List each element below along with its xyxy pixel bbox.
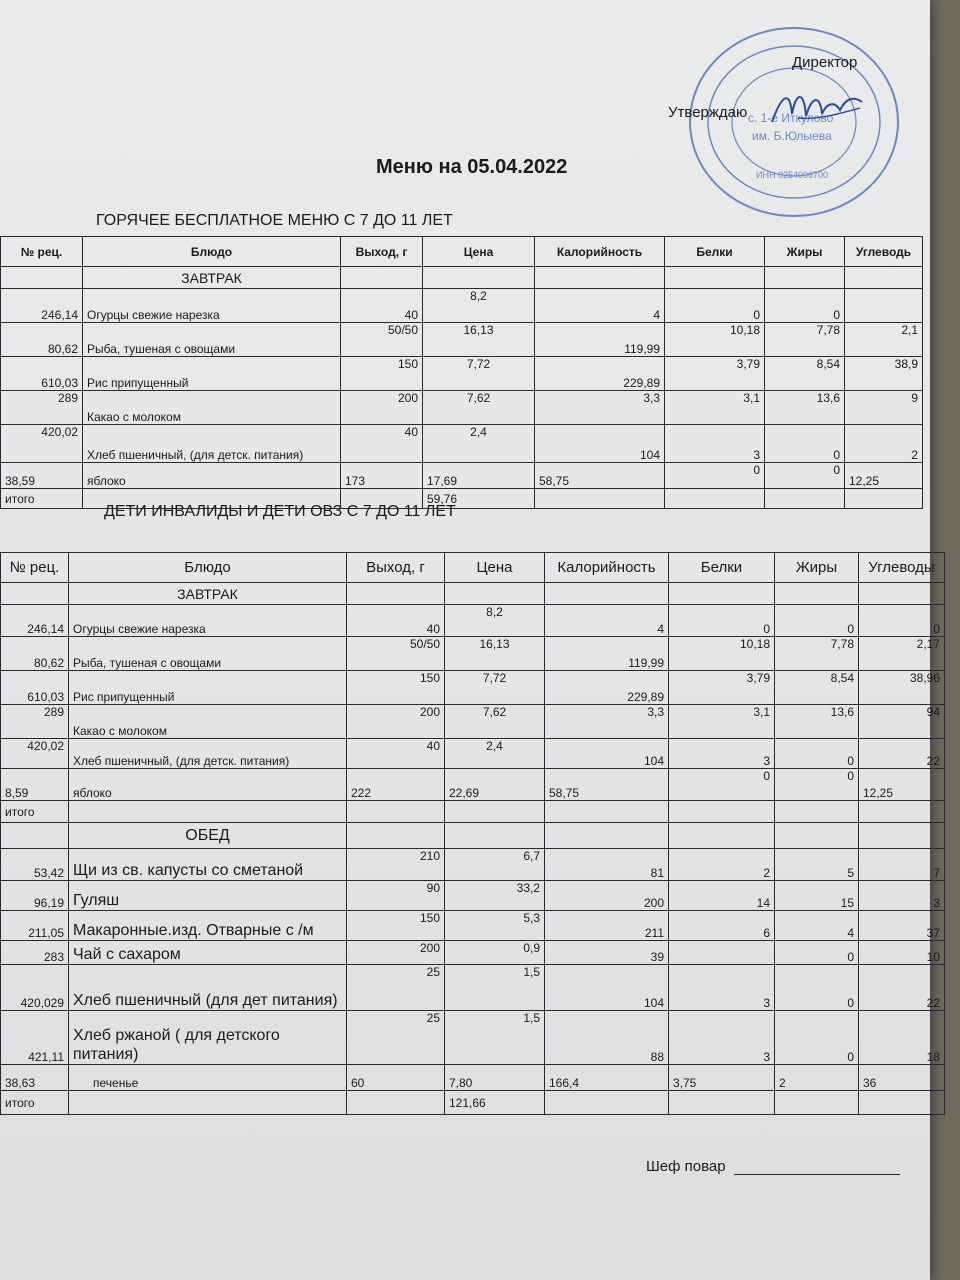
prot-cell: 14 (669, 881, 775, 911)
carb-cell: 38,96 (859, 671, 945, 705)
carb-cell: 12,25 (859, 769, 945, 801)
meal-row (1, 823, 945, 849)
cal-cell: 81 (545, 849, 669, 881)
prot-cell: 0 (669, 769, 775, 801)
section1-table (0, 236, 923, 509)
col-header-yield: Выход, г (347, 553, 445, 583)
price-cell: 6,7 (445, 849, 545, 881)
table-row (1, 1011, 945, 1065)
table-row (1, 705, 945, 739)
price-cell: 16,13 (423, 323, 535, 357)
meal-label: ЗАВТРАК (83, 267, 341, 289)
fat-cell: 8,54 (765, 357, 845, 391)
yield-cell: 200 (347, 941, 445, 965)
fat-cell: 0 (775, 941, 859, 965)
rec-cell: 38,63 (1, 1065, 69, 1091)
dish-cell: Чай с сахаром (69, 941, 347, 965)
prot-cell: 10,18 (669, 637, 775, 671)
stamp-line-1: с. 1-е Иткулово (748, 111, 834, 125)
cal-cell: 200 (545, 881, 669, 911)
total-label: итого (1, 489, 83, 509)
dish-cell: Рис припущенный (83, 357, 341, 391)
price-cell: 8,2 (445, 605, 545, 637)
fat-cell: 2 (775, 1065, 859, 1091)
carb-cell: 2 (845, 425, 923, 463)
prot-cell: 3,75 (669, 1065, 775, 1091)
table-row (1, 671, 945, 705)
table-row (1, 357, 923, 391)
stamp-line-3: ИНН 0254006700 (756, 170, 829, 180)
fat-cell: 8,54 (775, 671, 859, 705)
cal-cell: 104 (545, 739, 669, 769)
price-cell: 0,9 (445, 941, 545, 965)
fat-cell: 15 (775, 881, 859, 911)
rec-cell: 421,11 (1, 1011, 69, 1065)
yield-cell: 25 (347, 1011, 445, 1065)
cal-cell: 229,89 (545, 671, 669, 705)
yield-cell: 50/50 (341, 323, 423, 357)
dish-cell: Щи из св. капусты со сметаной (69, 849, 347, 881)
col-header-dish: Блюдо (69, 553, 347, 583)
rec-cell: 289 (1, 391, 83, 425)
price-cell: 1,5 (445, 965, 545, 1011)
yield-cell: 40 (341, 289, 423, 323)
cal-cell: 119,99 (535, 323, 665, 357)
yield-cell: 150 (341, 357, 423, 391)
dish-cell: Огурцы свежие нарезка (83, 289, 341, 323)
carb-cell: 7 (859, 849, 945, 881)
carb-cell: 0 (859, 605, 945, 637)
table-row (1, 323, 923, 357)
rec-cell: 53,42 (1, 849, 69, 881)
price-cell: 8,2 (423, 289, 535, 323)
price-cell: 22,69 (445, 769, 545, 801)
fat-cell: 0 (775, 605, 859, 637)
fat-cell: 5 (775, 849, 859, 881)
prot-cell: 3,1 (669, 705, 775, 739)
table-row (1, 769, 945, 801)
meal-row (1, 583, 945, 605)
chef-label: Шеф повар (646, 1158, 726, 1175)
col-header-prot: Белки (669, 553, 775, 583)
yield-cell: 222 (347, 769, 445, 801)
carb-cell: 94 (859, 705, 945, 739)
rec-cell: 610,03 (1, 671, 69, 705)
fat-cell: 0 (775, 769, 859, 801)
fat-cell: 0 (775, 739, 859, 769)
table-row (1, 463, 923, 489)
carb-cell: 37 (859, 911, 945, 941)
table-row (1, 425, 923, 463)
section1-heading: ГОРЯЧЕЕ БЕСПЛАТНОЕ МЕНЮ С 7 ДО 11 ЛЕТ (96, 212, 453, 229)
col-header-fat: Жиры (775, 553, 859, 583)
stamp-line-2: им. Б.Юлыева (752, 129, 832, 143)
prot-cell: 0 (665, 289, 765, 323)
prot-cell: 3,1 (665, 391, 765, 425)
cal-cell: 104 (545, 965, 669, 1011)
table-row (1, 391, 923, 425)
cal-cell: 119,99 (545, 637, 669, 671)
prot-cell (669, 941, 775, 965)
rec-cell: 96,19 (1, 881, 69, 911)
col-header-fat: Жиры (765, 237, 845, 267)
fat-cell: 7,78 (775, 637, 859, 671)
yield-cell: 150 (347, 671, 445, 705)
col-header-price: Цена (445, 553, 545, 583)
rec-cell: 246,14 (1, 605, 69, 637)
price-cell: 2,4 (423, 425, 535, 463)
carb-cell: 3 (859, 881, 945, 911)
price-cell: 17,69 (423, 463, 535, 489)
cal-cell: 58,75 (535, 463, 665, 489)
rec-cell: 246,14 (1, 289, 83, 323)
carb-cell (845, 289, 923, 323)
table-row (1, 739, 945, 769)
cal-cell: 4 (545, 605, 669, 637)
dish-cell: Хлеб пшеничный, (для детск. питания) (83, 425, 341, 463)
yield-cell: 60 (347, 1065, 445, 1091)
dish-cell: Рис припущенный (69, 671, 347, 705)
rec-cell: 420,029 (1, 965, 69, 1011)
dish-cell: Макаронные.изд. Отварные с /м (69, 911, 347, 941)
rec-cell: 283 (1, 941, 69, 965)
rec-cell: 38,59 (1, 463, 83, 489)
price-cell: 16,13 (445, 637, 545, 671)
col-header-dish: Блюдо (83, 237, 341, 267)
col-header-carb: Углеводь (845, 237, 923, 267)
yield-cell: 200 (341, 391, 423, 425)
table-row (1, 849, 945, 881)
total-label: итого (1, 801, 69, 823)
section1-header-row (1, 237, 923, 267)
chef-signature-line (734, 1174, 900, 1175)
fat-cell: 0 (775, 1011, 859, 1065)
section2-table (0, 552, 945, 1115)
yield-cell: 150 (347, 911, 445, 941)
price-cell: 7,72 (445, 671, 545, 705)
dish-cell: Хлеб пшеничный, (для детск. питания) (69, 739, 347, 769)
section2-header-row (1, 553, 945, 583)
meal-row (1, 267, 923, 289)
yield-cell: 50/50 (347, 637, 445, 671)
dish-cell: яблоко (69, 769, 347, 801)
dish-cell: яблоко (83, 463, 341, 489)
dish-cell: Гуляш (69, 881, 347, 911)
approve-label: Утверждаю (668, 104, 748, 121)
price-cell: 7,62 (445, 705, 545, 739)
carb-cell: 12,25 (845, 463, 923, 489)
carb-cell: 22 (859, 965, 945, 1011)
prot-cell: 3,79 (669, 671, 775, 705)
rec-cell: 289 (1, 705, 69, 739)
dish-cell: Какао с молоком (69, 705, 347, 739)
table-row (1, 605, 945, 637)
dish-cell: Какао с молоком (83, 391, 341, 425)
price-cell: 5,3 (445, 911, 545, 941)
dish-cell: Рыба, тушеная с овощами (69, 637, 347, 671)
cal-cell: 211 (545, 911, 669, 941)
price-cell: 33,2 (445, 881, 545, 911)
yield-cell: 40 (341, 425, 423, 463)
prot-cell: 3 (669, 965, 775, 1011)
price-cell: 1,5 (445, 1011, 545, 1065)
fat-cell: 0 (765, 463, 845, 489)
cal-cell: 104 (535, 425, 665, 463)
dish-cell: Рыба, тушеная с овощами (83, 323, 341, 357)
table-row (1, 881, 945, 911)
carb-cell: 36 (859, 1065, 945, 1091)
fat-cell: 7,78 (765, 323, 845, 357)
rec-cell: 8,59 (1, 769, 69, 801)
director-label: Директор (792, 54, 858, 71)
section2-heading: ДЕТИ ИНВАЛИДЫ И ДЕТИ ОВЗ С 7 ДО 11 ЛЕТ (104, 503, 456, 520)
prot-cell: 3 (665, 425, 765, 463)
dish-cell: Хлеб пшеничный (для дет питания) (69, 965, 347, 1011)
carb-cell: 38,9 (845, 357, 923, 391)
carb-cell: 9 (845, 391, 923, 425)
yield-cell: 40 (347, 605, 445, 637)
col-header-cal: Калорийность (535, 237, 665, 267)
yield-cell: 40 (347, 739, 445, 769)
carb-cell: 10 (859, 941, 945, 965)
carb-cell: 22 (859, 739, 945, 769)
prot-cell: 6 (669, 911, 775, 941)
cal-cell: 3,3 (545, 705, 669, 739)
dish-cell: Хлеб ржаной ( для детского питания) (69, 1011, 347, 1065)
yield-cell: 173 (341, 463, 423, 489)
total-label: итого (1, 1091, 69, 1115)
meal-label: ЗАВТРАК (69, 583, 347, 605)
fat-cell: 13,6 (775, 705, 859, 739)
total-price: 121,66 (445, 1091, 545, 1115)
price-cell: 2,4 (445, 739, 545, 769)
prot-cell: 3,79 (665, 357, 765, 391)
table-row (1, 965, 945, 1011)
prot-cell: 10,18 (665, 323, 765, 357)
fat-cell: 4 (775, 911, 859, 941)
col-header-rec: № рец. (1, 553, 69, 583)
table-row (1, 289, 923, 323)
total-price: 59,76 (423, 489, 535, 509)
rec-cell: 610,03 (1, 357, 83, 391)
price-cell: 7,80 (445, 1065, 545, 1091)
prot-cell: 0 (665, 463, 765, 489)
rec-cell: 420,02 (1, 739, 69, 769)
carb-cell: 18 (859, 1011, 945, 1065)
prot-cell: 2 (669, 849, 775, 881)
yield-cell: 25 (347, 965, 445, 1011)
cal-cell: 39 (545, 941, 669, 965)
rec-cell: 211,05 (1, 911, 69, 941)
table-row (1, 637, 945, 671)
table-row (1, 941, 945, 965)
dish-cell: печенье (69, 1065, 347, 1091)
cal-cell: 88 (545, 1011, 669, 1065)
rec-cell: 80,62 (1, 637, 69, 671)
cal-cell: 166,4 (545, 1065, 669, 1091)
col-header-cal: Калорийность (545, 553, 669, 583)
meal-label: ОБЕД (69, 823, 347, 849)
cal-cell: 58,75 (545, 769, 669, 801)
signature-icon (768, 84, 864, 128)
table-row (1, 911, 945, 941)
total-row (1, 1091, 945, 1115)
carb-cell: 2,17 (859, 637, 945, 671)
carb-cell: 2,1 (845, 323, 923, 357)
page-title: Меню на 05.04.2022 (376, 156, 568, 178)
prot-cell: 3 (669, 739, 775, 769)
col-header-rec: № рец. (1, 237, 83, 267)
fat-cell: 0 (765, 289, 845, 323)
col-header-yield: Выход, г (341, 237, 423, 267)
total-row (1, 801, 945, 823)
yield-cell: 90 (347, 881, 445, 911)
col-header-price: Цена (423, 237, 535, 267)
fat-cell: 13,6 (765, 391, 845, 425)
col-header-carb: Углеводы (859, 553, 945, 583)
col-header-prot: Белки (665, 237, 765, 267)
price-cell: 7,62 (423, 391, 535, 425)
cal-cell: 229,89 (535, 357, 665, 391)
rec-cell: 80,62 (1, 323, 83, 357)
yield-cell: 200 (347, 705, 445, 739)
fat-cell: 0 (765, 425, 845, 463)
price-cell: 7,72 (423, 357, 535, 391)
cal-cell: 4 (535, 289, 665, 323)
prot-cell: 0 (669, 605, 775, 637)
table-row (1, 1065, 945, 1091)
fat-cell: 0 (775, 965, 859, 1011)
cal-cell: 3,3 (535, 391, 665, 425)
rec-cell: 420,02 (1, 425, 83, 463)
dish-cell: Огурцы свежие нарезка (69, 605, 347, 637)
yield-cell: 210 (347, 849, 445, 881)
prot-cell: 3 (669, 1011, 775, 1065)
